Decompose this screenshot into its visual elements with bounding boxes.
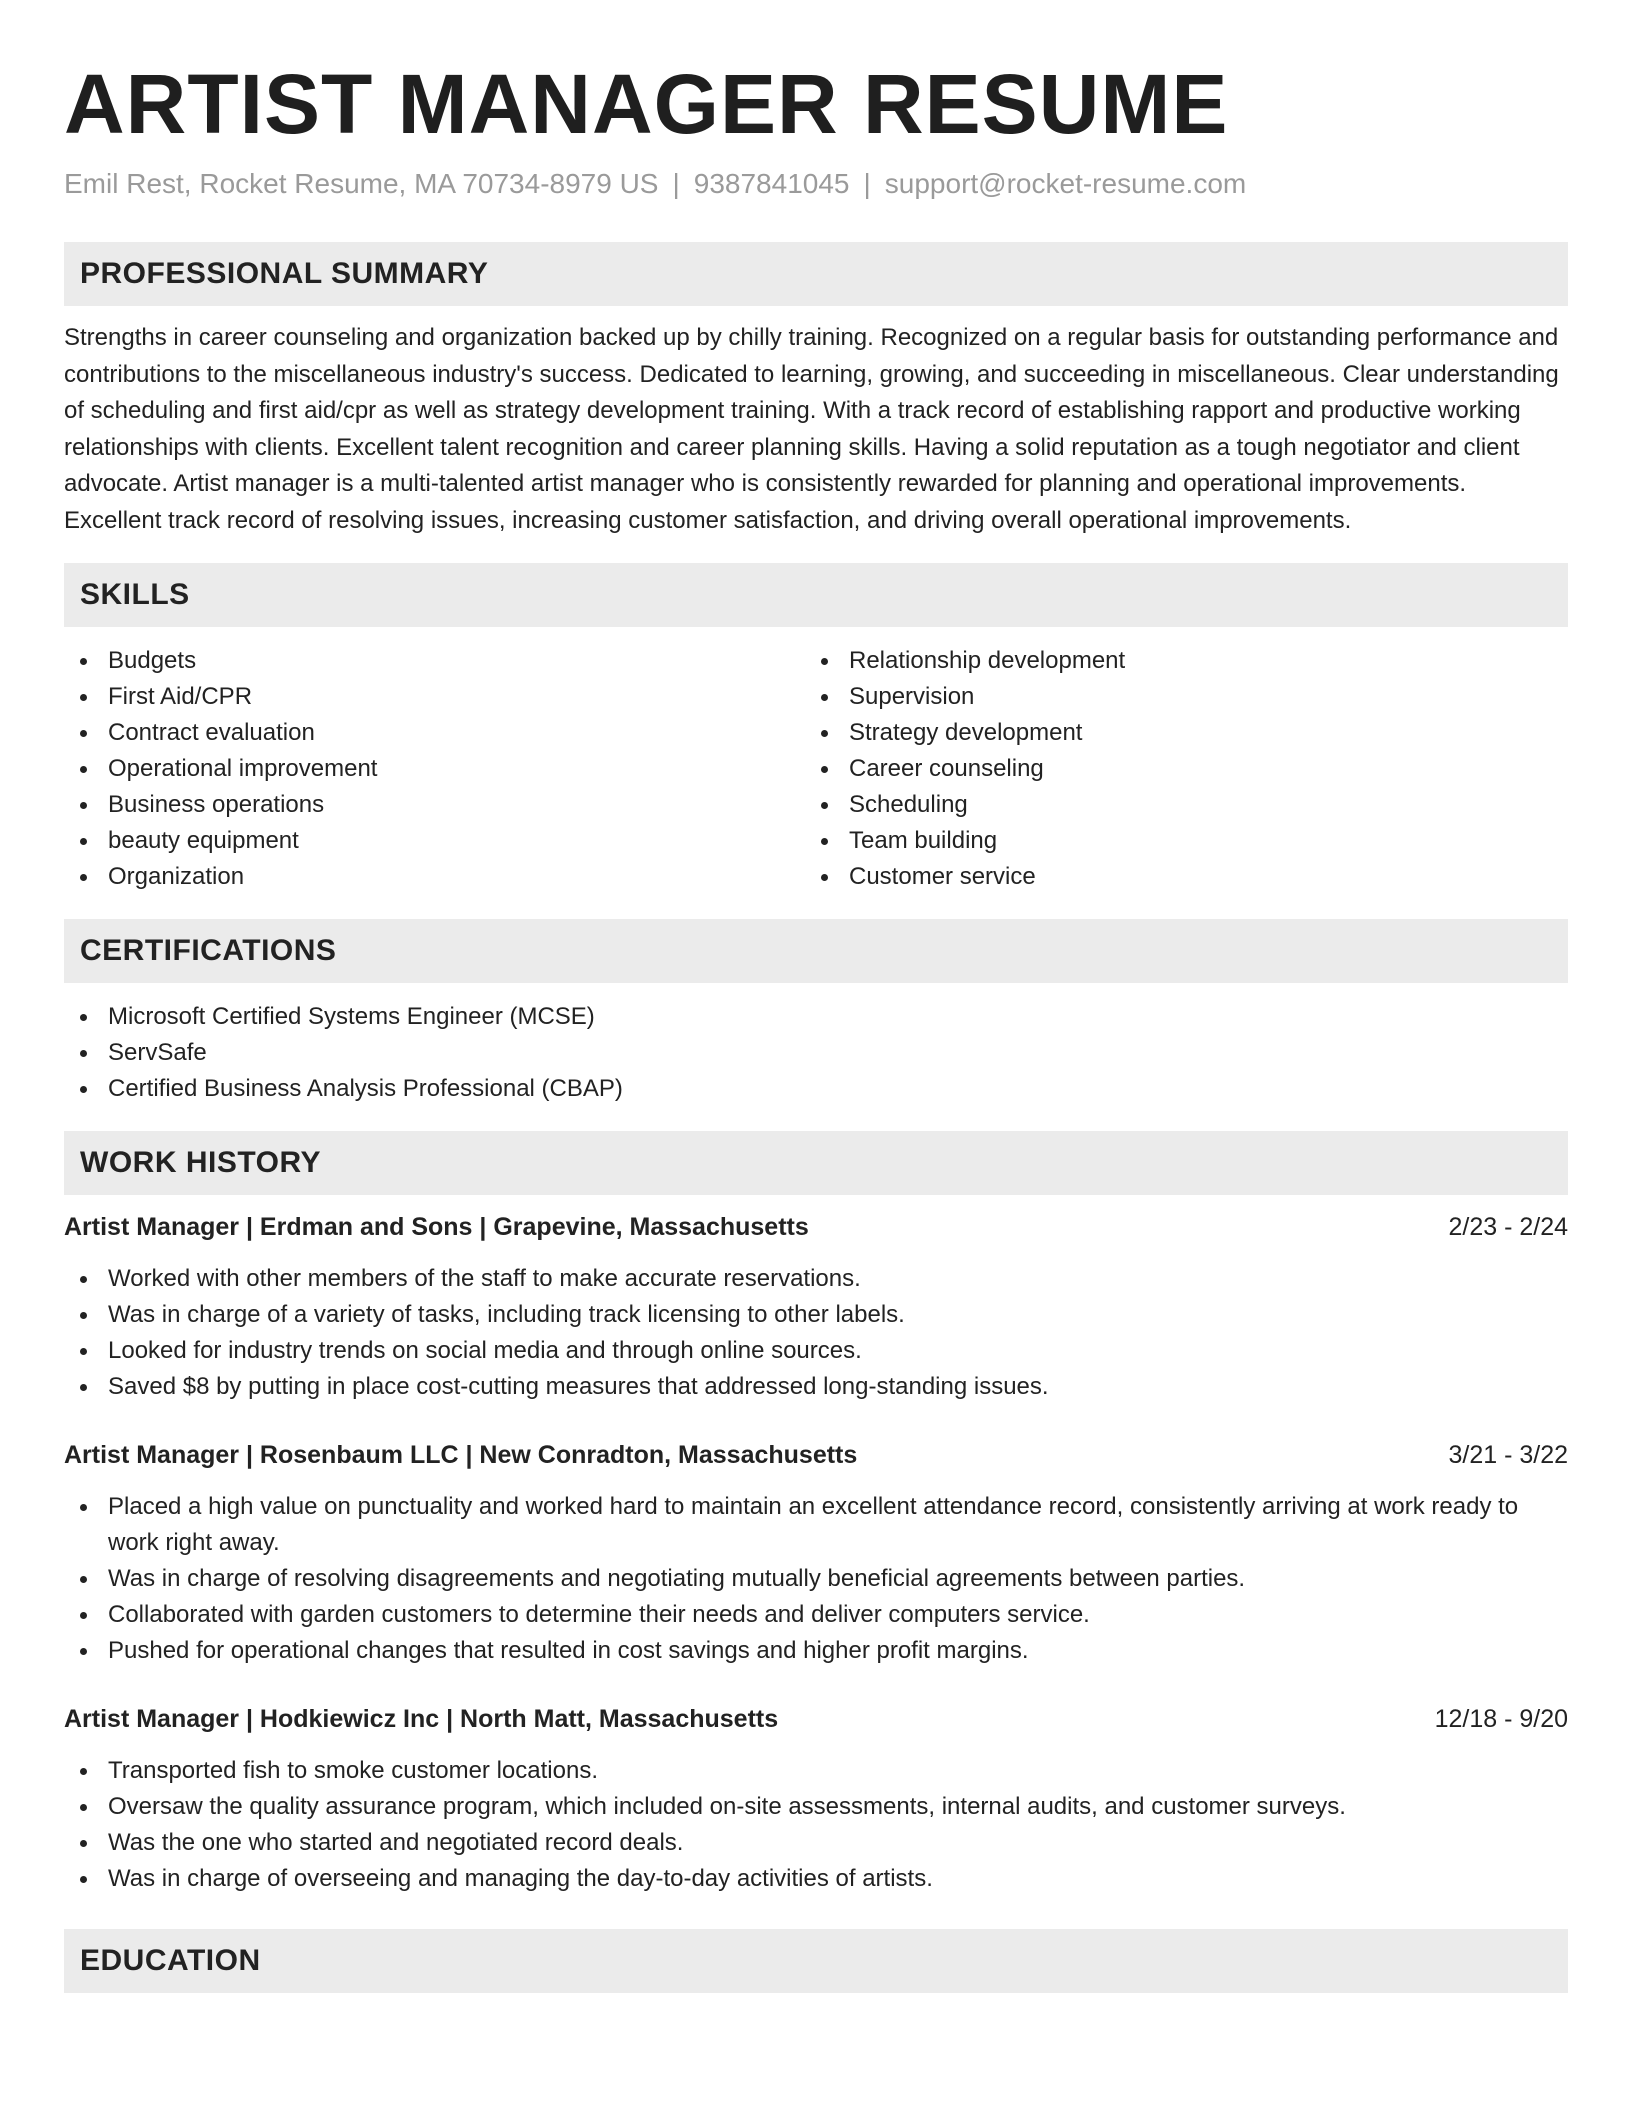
skill-item: Supervision bbox=[805, 679, 1546, 715]
contact-phone: 9387841045 bbox=[693, 168, 850, 199]
education-heading: EDUCATION bbox=[64, 1929, 1568, 1993]
certification-item: Microsoft Certified Systems Engineer (MCSE) bbox=[64, 999, 1568, 1035]
job-bullet: Was in charge of overseeing and managing the day-to-day activities of artists. bbox=[64, 1861, 1568, 1897]
job-bullet: Worked with other members of the staff to make accurate reservations. bbox=[64, 1261, 1568, 1297]
skill-item: Strategy development bbox=[805, 715, 1546, 751]
work-history-heading: WORK HISTORY bbox=[64, 1131, 1568, 1195]
skills-heading: SKILLS bbox=[64, 563, 1568, 627]
contact-email: support@rocket-resume.com bbox=[884, 168, 1247, 199]
job-bullet: Was in charge of a variety of tasks, including track licensing to other labels. bbox=[64, 1297, 1568, 1333]
job-dates: 2/23 - 2/24 bbox=[1448, 1213, 1568, 1241]
contact-separator: | bbox=[863, 168, 871, 199]
job-bullet: Looked for industry trends on social media and through online sources. bbox=[64, 1333, 1568, 1369]
job-dates: 3/21 - 3/22 bbox=[1448, 1441, 1568, 1469]
job-bullet: Was the one who started and negotiated record deals. bbox=[64, 1825, 1568, 1861]
certifications-heading: CERTIFICATIONS bbox=[64, 919, 1568, 983]
skill-item: Budgets bbox=[64, 643, 805, 679]
job-bullet: Oversaw the quality assurance program, which included on-site assessments, internal audits, and customer surveys. bbox=[64, 1789, 1568, 1825]
contact-line bbox=[64, 166, 1568, 202]
job-bullet: Was in charge of resolving disagreements and negotiating mutually beneficial agreements between parties. bbox=[64, 1561, 1568, 1597]
job-header bbox=[64, 1701, 1568, 1737]
job-title: Artist Manager | Erdman and Sons | Grapevine, Massachusetts bbox=[64, 1213, 809, 1241]
job-entry bbox=[64, 1701, 1568, 1897]
skills-right-column bbox=[805, 643, 1546, 895]
job-entry bbox=[64, 1437, 1568, 1669]
job-bullets bbox=[64, 1261, 1568, 1405]
resume-page bbox=[64, 56, 1568, 1993]
skill-item: Career counseling bbox=[805, 751, 1546, 787]
certification-item: ServSafe bbox=[64, 1035, 1568, 1071]
job-header bbox=[64, 1209, 1568, 1245]
job-header bbox=[64, 1437, 1568, 1473]
skill-item: Customer service bbox=[805, 859, 1546, 895]
job-title: Artist Manager | Hodkiewicz Inc | North Matt, Massachusetts bbox=[64, 1705, 779, 1733]
job-bullet: Transported fish to smoke customer locations. bbox=[64, 1753, 1568, 1789]
skill-item: beauty equipment bbox=[64, 823, 805, 859]
certification-item: Certified Business Analysis Professional (CBAP) bbox=[64, 1071, 1568, 1107]
skill-item: Business operations bbox=[64, 787, 805, 823]
skill-item: Team building bbox=[805, 823, 1546, 859]
contact-address: Emil Rest, Rocket Resume, MA 70734-8979 US bbox=[64, 168, 659, 199]
skills-grid bbox=[64, 643, 1568, 895]
job-bullet: Collaborated with garden customers to determine their needs and deliver computers service. bbox=[64, 1597, 1568, 1633]
job-bullet: Placed a high value on punctuality and worked hard to maintain an excellent attendance record, consistently arriving at work ready to work right away. bbox=[64, 1489, 1568, 1561]
summary-heading: PROFESSIONAL SUMMARY bbox=[64, 242, 1568, 306]
skill-item: Organization bbox=[64, 859, 805, 895]
job-title: Artist Manager | Rosenbaum LLC | New Conradton, Massachusetts bbox=[64, 1441, 858, 1469]
skills-left-column bbox=[64, 643, 805, 895]
skill-item: Scheduling bbox=[805, 787, 1546, 823]
contact-separator: | bbox=[672, 168, 680, 199]
job-bullet: Saved $8 by putting in place cost-cutting measures that addressed long-standing issues. bbox=[64, 1369, 1568, 1405]
certifications-list bbox=[64, 999, 1568, 1107]
job-bullets bbox=[64, 1489, 1568, 1669]
skill-item: Contract evaluation bbox=[64, 715, 805, 751]
job-bullet: Pushed for operational changes that resulted in cost savings and higher profit margins. bbox=[64, 1633, 1568, 1669]
summary-text: Strengths in career counseling and organization backed up by chilly training. Recognized on a regular basis for outstanding performance and contributions to the miscellaneous industry's success. Dedicated to learning, growing, and succeeding in miscellaneous. Clear understanding of scheduling and first aid/cpr as well as strategy development training. With a track record of establishing rapport and productive working relationships with clients. Excellent talent recognition and career planning skills. Having a solid reputation as a tough negotiator and client advocate. Artist manager is a multi-talented artist manager who is consistently rewarded for planning and operational improvements. Excellent track record of resolving issues, increasing customer satisfaction, and driving overall operational improvements. bbox=[64, 324, 1559, 534]
job-entry bbox=[64, 1209, 1568, 1405]
skill-item: First Aid/CPR bbox=[64, 679, 805, 715]
resume-title: ARTIST MANAGER RESUME bbox=[64, 57, 1229, 151]
skill-item: Operational improvement bbox=[64, 751, 805, 787]
skill-item: Relationship development bbox=[805, 643, 1546, 679]
job-bullets bbox=[64, 1753, 1568, 1897]
job-dates: 12/18 - 9/20 bbox=[1434, 1705, 1568, 1733]
